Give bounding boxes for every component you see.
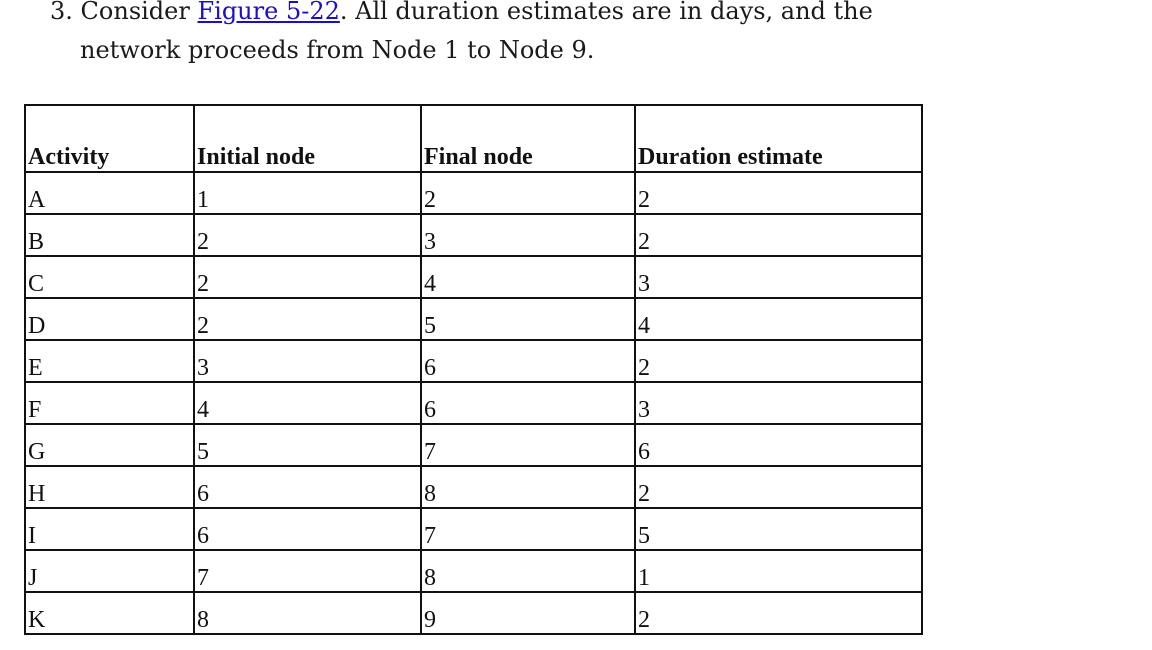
cell-initial-node: 4 [194,382,421,424]
question-text [50,0,950,70]
cell-activity: E [25,340,194,382]
cell-duration: 2 [635,214,922,256]
question-text-after-link: . All duration estimates are in days, and the [339,0,873,25]
cell-initial-node: 2 [194,256,421,298]
table-row [25,508,922,550]
header-duration-estimate: Duration estimate [635,105,922,172]
table-row [25,550,922,592]
cell-activity: A [25,172,194,214]
cell-duration: 2 [635,172,922,214]
activity-table [24,104,923,635]
cell-activity: D [25,298,194,340]
question-text-before-link: Consider [80,0,198,25]
cell-final-node: 2 [421,172,635,214]
cell-initial-node: 2 [194,214,421,256]
cell-initial-node: 1 [194,172,421,214]
cell-initial-node: 7 [194,550,421,592]
header-initial-node: Initial node [194,105,421,172]
cell-activity: B [25,214,194,256]
cell-activity: K [25,592,194,634]
table-row [25,466,922,508]
cell-final-node: 4 [421,256,635,298]
cell-duration: 2 [635,466,922,508]
table-row [25,424,922,466]
cell-activity: I [25,508,194,550]
cell-final-node: 8 [421,550,635,592]
cell-final-node: 7 [421,424,635,466]
table-row [25,214,922,256]
table-row [25,340,922,382]
cell-duration: 6 [635,424,922,466]
cell-initial-node: 2 [194,298,421,340]
cell-initial-node: 5 [194,424,421,466]
question-line-2: network proceeds from Node 1 to Node 9. [80,36,595,64]
question-line-1 [50,0,950,31]
cell-initial-node: 8 [194,592,421,634]
cell-duration: 2 [635,340,922,382]
cell-final-node: 6 [421,382,635,424]
cell-activity: F [25,382,194,424]
cell-duration: 2 [635,592,922,634]
table-row [25,382,922,424]
question-number: 3. [50,0,73,25]
cell-activity: G [25,424,194,466]
cell-final-node: 7 [421,508,635,550]
table-row [25,172,922,214]
cell-duration: 3 [635,256,922,298]
cell-final-node: 3 [421,214,635,256]
table-row [25,298,922,340]
cell-initial-node: 6 [194,508,421,550]
header-final-node: Final node [421,105,635,172]
cell-duration: 5 [635,508,922,550]
cell-duration: 1 [635,550,922,592]
table-row [25,256,922,298]
cell-final-node: 9 [421,592,635,634]
activity-table-container [24,104,923,635]
table-header-row [25,105,922,172]
figure-link[interactable]: Figure 5-22 [197,0,340,25]
cell-final-node: 6 [421,340,635,382]
cell-initial-node: 6 [194,466,421,508]
cell-initial-node: 3 [194,340,421,382]
cell-duration: 4 [635,298,922,340]
header-activity: Activity [25,105,194,172]
cell-activity: H [25,466,194,508]
cell-duration: 3 [635,382,922,424]
cell-activity: J [25,550,194,592]
cell-final-node: 8 [421,466,635,508]
cell-activity: C [25,256,194,298]
cell-final-node: 5 [421,298,635,340]
table-row [25,592,922,634]
